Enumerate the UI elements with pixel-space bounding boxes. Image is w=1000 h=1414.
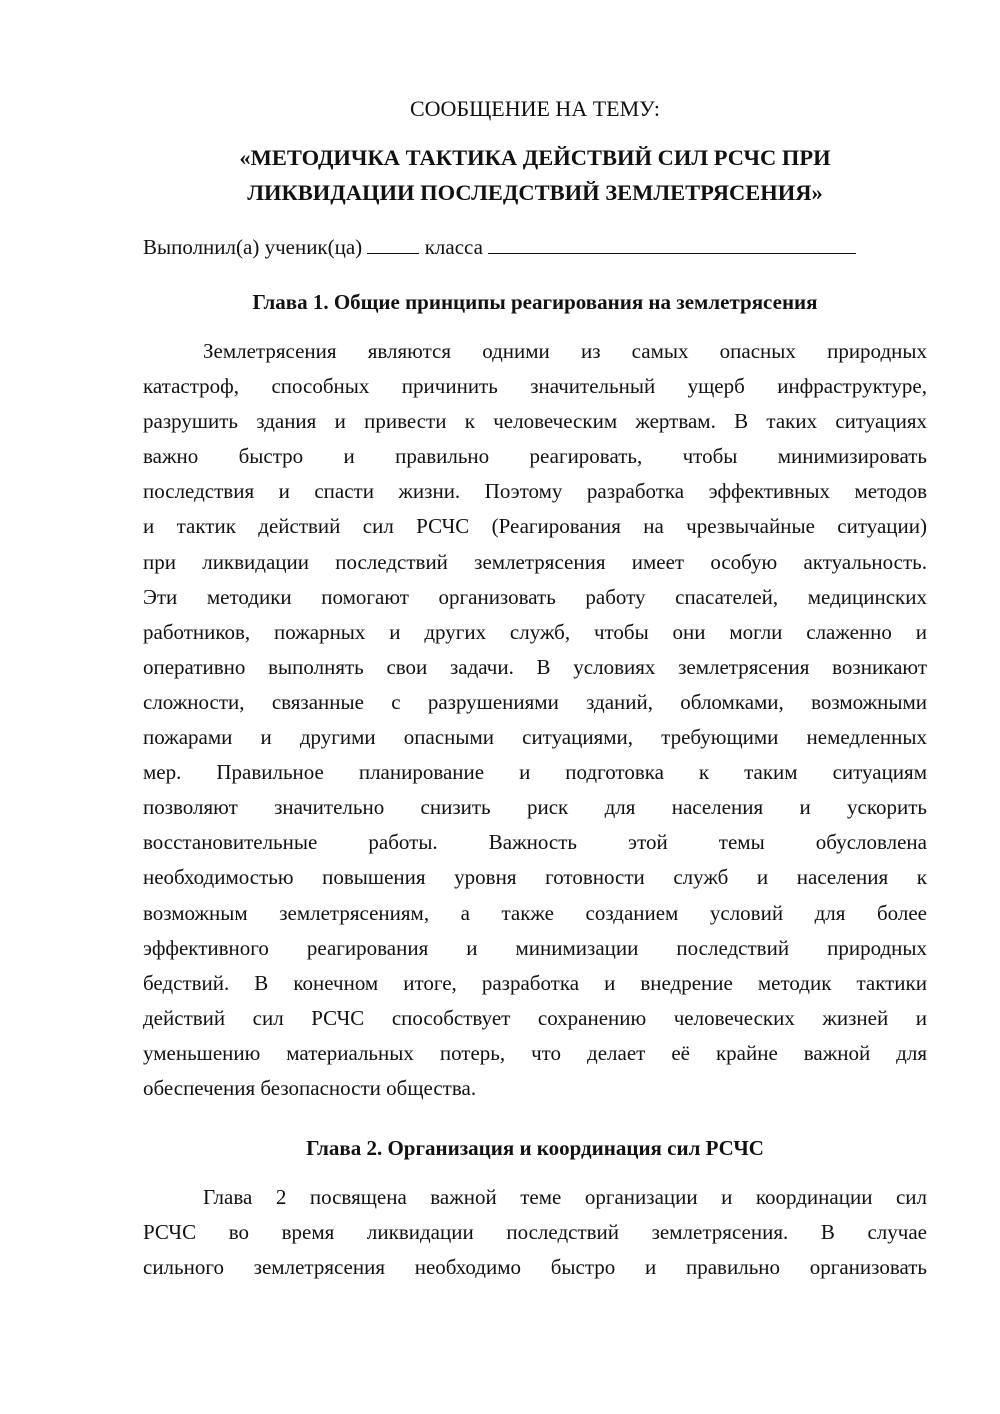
paragraph-line: РСЧС во время ликвидации последствий землетрясения. В случае bbox=[143, 1220, 927, 1245]
paragraph-line: обеспечения безопасности общества. bbox=[143, 1075, 477, 1100]
class-number-blank bbox=[367, 233, 419, 254]
chapter-2-paragraph bbox=[143, 1180, 927, 1285]
paragraph-line: бедствий. В конечном итоге, разработка и внедрение методик тактики bbox=[143, 970, 927, 995]
document-title-line-2: ЛИКВИДАЦИИ ПОСЛЕДСТВИЙ ЗЕМЛЕТРЯСЕНИЯ» bbox=[247, 180, 823, 205]
class-label: класса bbox=[424, 235, 483, 259]
paragraph-line: и тактик действий сил РСЧС (Реагирования на чрезвычайные ситуации) bbox=[143, 514, 927, 539]
performed-by-label: Выполнил(а) ученик(ца) bbox=[143, 235, 363, 259]
paragraph-line: последствия и спасти жизни. Поэтому разработка эффективных методов bbox=[143, 479, 927, 504]
paragraph-line: важно быстро и правильно реагировать, чтобы минимизировать bbox=[143, 444, 927, 469]
paragraph-line: пожарами и другими опасными ситуациями, требующими немедленных bbox=[143, 725, 927, 750]
chapter-1-title: Глава 1. Общие принципы реагирования на землетрясения bbox=[252, 290, 818, 314]
paragraph-line: Землетрясения являются одними из самых опасных природных bbox=[203, 339, 927, 363]
paragraph-line: мер. Правильное планирование и подготовка к таким ситуациям bbox=[143, 760, 927, 785]
paragraph-line: при ликвидации последствий землетрясения имеет особую актуальность. bbox=[143, 549, 927, 574]
paragraph-line: работников, пожарных и других служб, чтобы они могли слаженно и bbox=[143, 619, 927, 644]
paragraph-line: разрушить здания и привести к человеческим жертвам. В таких ситуациях bbox=[143, 409, 927, 434]
paragraph-line: катастроф, способных причинить значительный ущерб инфраструктуре, bbox=[143, 374, 927, 399]
paragraph-line: уменьшению материальных потерь, что делает её крайне важной для bbox=[143, 1040, 927, 1065]
paragraph-line: сильного землетрясения необходимо быстро и правильно организовать bbox=[143, 1255, 927, 1280]
paragraph-line: необходимостью повышения уровня готовности служб и населения к bbox=[143, 865, 927, 890]
paragraph-line: восстановительные работы. Важность этой темы обусловлена bbox=[143, 830, 927, 855]
paragraph-line: позволяют значительно снизить риск для населения и ускорить bbox=[143, 795, 927, 820]
chapter-2-title: Глава 2. Организация и координация сил РСЧС bbox=[306, 1136, 764, 1160]
chapter-1-paragraph bbox=[143, 334, 927, 1106]
signature-line bbox=[143, 232, 933, 262]
document-heading: СООБЩЕНИЕ НА ТЕМУ: bbox=[410, 96, 660, 121]
paragraph-line: эффективного реагирования и минимизации последствий природных bbox=[143, 935, 927, 960]
paragraph-line: оперативно выполнять свои задачи. В условиях землетрясения возникают bbox=[143, 654, 927, 679]
paragraph-line: сложности, связанные с разрушениями зданий, обломками, возможными bbox=[143, 689, 927, 714]
paragraph-line: действий сил РСЧС способствует сохранению человеческих жизней и bbox=[143, 1005, 927, 1030]
paragraph-line: возможным землетрясениям, а также созданием условий для более bbox=[143, 900, 927, 925]
student-name-blank bbox=[488, 233, 856, 254]
document-title-line-1: «МЕТОДИЧКА ТАКТИКА ДЕЙСТВИЙ СИЛ РСЧС ПРИ bbox=[239, 145, 831, 170]
paragraph-line: Эти методики помогают организовать работу спасателей, медицинских bbox=[143, 584, 927, 609]
paragraph-line: Глава 2 посвящена важной теме организации и координации сил bbox=[203, 1185, 927, 1209]
